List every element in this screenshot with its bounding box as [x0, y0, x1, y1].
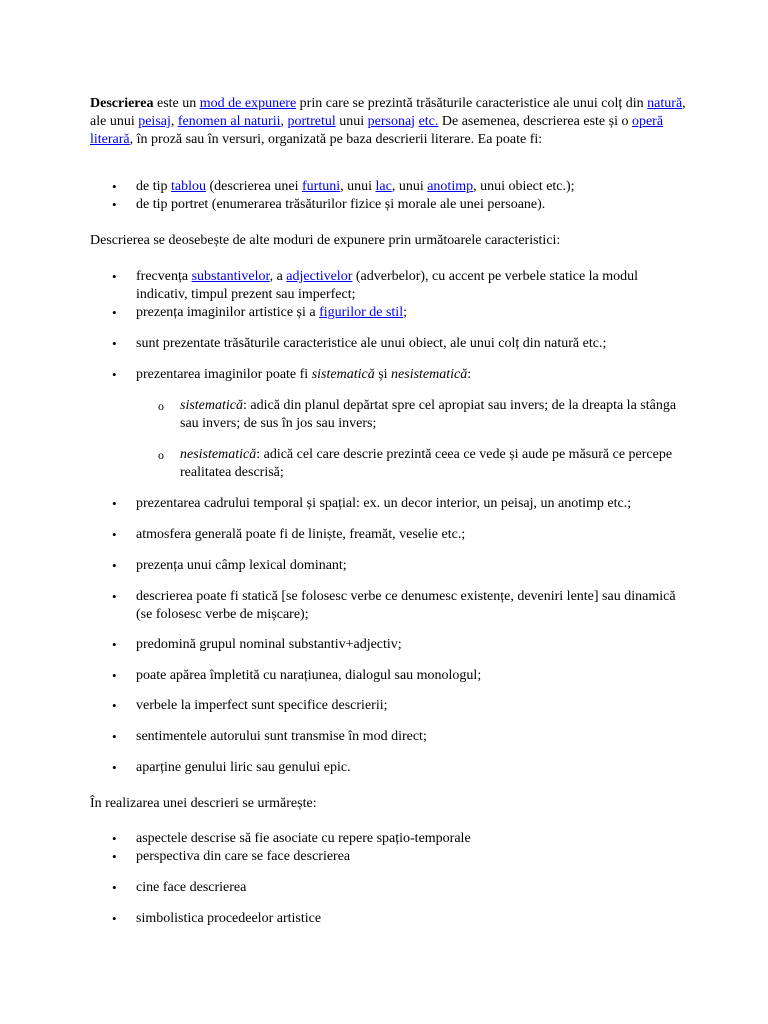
- link-peisaj[interactable]: peisaj: [138, 114, 171, 129]
- features-list-b: [90, 335, 686, 353]
- list-item: • verbele la imperfect sunt specifice descrierii;: [90, 697, 686, 715]
- features-list-e: [90, 526, 686, 544]
- list-item: • sunt prezentate trăsăturile caracteristice ale unui obiect, ale unui colț din natură etc.;: [90, 335, 686, 353]
- list-item: • de tip portret (enumerarea trăsăturilor fizice și morale ale unei persoane).: [90, 196, 686, 214]
- features-list-h: [90, 636, 686, 654]
- list-item: • prezența unui câmp lexical dominant;: [90, 557, 686, 575]
- list-item: • atmosfera generală poate fi de liniște, freamăt, veselie etc.;: [90, 526, 686, 544]
- paragraph-followed: În realizarea unei descrieri se urmărește:: [90, 796, 317, 811]
- link-etc[interactable]: etc.: [418, 114, 439, 129]
- sub-list-item: o sistematică: adică din planul depărtat spre cel apropiat sau invers; de la dreapta la stânga sau invers; de sus în jos sau invers;: [136, 397, 686, 433]
- list-item: • poate apărea împletită cu narațiunea, dialogul sau monologul;: [90, 667, 686, 685]
- followed-list-c: [90, 910, 686, 928]
- list-item: • cine face descrierea: [90, 879, 686, 897]
- followed-list-a: [90, 830, 686, 866]
- list-item: • descrierea poate fi statică [se folosesc verbe ce denumesc existențe, deveniri lente] sau dinamică (se folosesc verbe de mișcare);: [90, 588, 686, 624]
- link-adjectivelor[interactable]: adjectivelor: [286, 269, 353, 284]
- list-item: • simbolistica procedeelor artistice: [90, 910, 686, 928]
- features-list-j: [90, 697, 686, 715]
- link-figurilor-de-stil[interactable]: figurilor de stil: [319, 305, 404, 320]
- sub-list-item: o nesistematică: adică cel care descrie prezintă ceea ce vede și aude pe măsură ce percepe realitatea descrisă;: [136, 446, 686, 482]
- types-list: [90, 178, 686, 214]
- link-mod-de-expunere[interactable]: mod de expunere: [199, 96, 297, 111]
- list-item: • aparține genului liric sau genului epic.: [90, 759, 686, 777]
- list-item: • perspectiva din care se face descrierea: [90, 848, 686, 866]
- sublist-sistematica: [136, 397, 686, 433]
- list-item: • prezentarea cadrului temporal și spațial: ex. un decor interior, un peisaj, un anotimp etc.;: [90, 495, 686, 513]
- link-personaj[interactable]: personaj: [367, 114, 416, 129]
- features-list-g: [90, 588, 686, 624]
- list-item: • prezentarea imaginilor poate fi sistematică și nesistematică:: [90, 366, 686, 384]
- link-tablou[interactable]: tablou: [171, 179, 206, 194]
- features-list-c: [90, 366, 686, 384]
- paragraph-characteristics: Descrierea se deosebește de alte moduri de expunere prin următoarele caracteristici:: [90, 233, 561, 248]
- list-item: • frecvența substantivelor, a adjectivelor (adverbelor), cu accent pe verbele statice la modul indicativ, timpul prezent sau imperfect;: [90, 268, 686, 304]
- intro-paragraph: Descrierea este un mod de expunere prin care se prezintă trăsăturile caracteristice ale unui colț din natură, ale unui peisaj, fenomen al naturii, portretul unui personaj etc. De asemenea, descrierea este și o operă literară, în proză sau în versuri, organizată pe baza descrierii literare. Ea poate fi:: [90, 96, 686, 147]
- sublist-nesistematica: [136, 446, 686, 482]
- followed-list-b: [90, 879, 686, 897]
- link-fenomen-al-naturii[interactable]: fenomen al naturii: [177, 114, 281, 129]
- features-list-l: [90, 759, 686, 777]
- link-natura[interactable]: natură: [647, 96, 683, 111]
- link-substantivelor[interactable]: substantivelor: [191, 269, 270, 284]
- list-item: • de tip tablou (descrierea unei furtuni, unui lac, unui anotimp, unui obiect etc.);: [90, 178, 686, 196]
- link-portretul[interactable]: portretul: [287, 114, 336, 129]
- link-lac[interactable]: lac: [375, 179, 392, 194]
- features-list-d: [90, 495, 686, 513]
- list-item: • sentimentele autorului sunt transmise în mod direct;: [90, 728, 686, 746]
- features-list-f: [90, 557, 686, 575]
- list-item: • aspectele descrise să fie asociate cu repere spațio-temporale: [90, 830, 686, 848]
- list-item: • prezența imaginilor artistice și a figurilor de stil;: [90, 304, 686, 322]
- features-list-a: [90, 268, 686, 322]
- link-furtuni[interactable]: furtuni: [302, 179, 341, 194]
- link-opera-literara[interactable]: operă literară: [90, 114, 664, 147]
- features-list-i: [90, 667, 686, 685]
- link-anotimp[interactable]: anotimp: [427, 179, 474, 194]
- features-list-k: [90, 728, 686, 746]
- list-item: • predomină grupul nominal substantiv+adjectiv;: [90, 636, 686, 654]
- term-descrierea: Descrierea: [90, 96, 154, 111]
